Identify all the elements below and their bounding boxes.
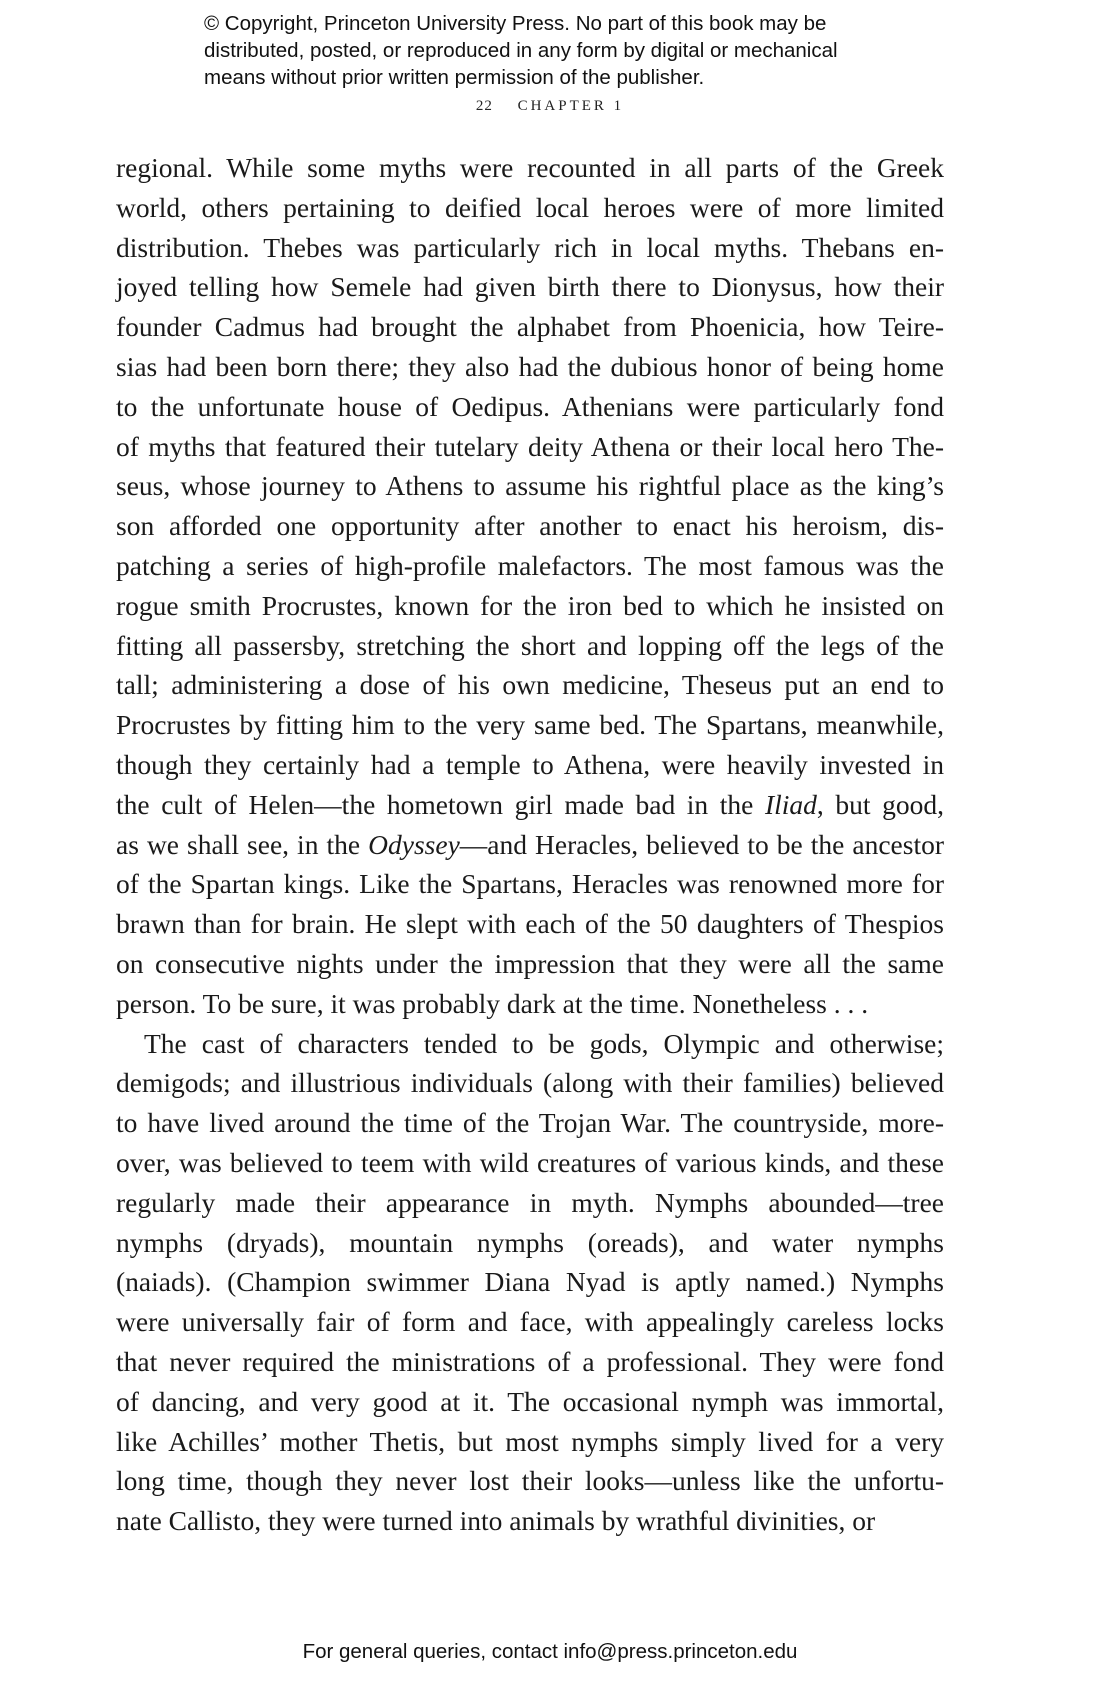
text-line: patching a series of high-profile malefactors. The most famous was the [116,549,944,581]
footer-contact: For general queries, contact info@press.princeton.edu [302,1640,798,1663]
text-line: sias had been born there; they also had the dubious honor of being home [116,350,944,382]
text-line: nate Callisto, they were turned into animals by wrathful divinities, or [116,1505,876,1537]
text-line: Procrustes by fitting him to the very same bed. The Spartans, meanwhile, [116,709,944,741]
text-line: of the Spartan kings. Like the Spartans, Heracles was renowned more for [116,868,944,900]
text-line: joyed telling how Semele had given birth there to Dionysus, how their [116,271,944,303]
text-line: on consecutive nights under the impression that they were all the same [116,947,944,979]
copyright-line: distributed, posted, or reproduced in any form by digital or mechanical [204,39,838,62]
body-text [116,148,944,1541]
text-line: founder Cadmus had brought the alphabet from Phoenicia, how Teire- [116,311,944,343]
chapter-title: CHAPTER 1 [517,98,625,114]
text-line: nymphs (dryads), mountain nymphs (oreads), and water nymphs [116,1226,944,1258]
copyright-line: means without prior written permission of the publisher. [204,66,705,89]
text-line: tall; administering a dose of his own medicine, Theseus put an end to [116,669,944,701]
running-head [0,98,1100,115]
text-line: brawn than for brain. He slept with each of the 50 daughters of Thespios [116,908,944,940]
text-line: rogue smith Procrustes, known for the iron bed to which he insisted on [116,589,944,621]
text-line: to have lived around the time of the Trojan War. The countryside, more- [116,1107,944,1139]
text-line: demigods; and illustrious individuals (along with their families) believed [116,1067,944,1099]
text-line: of myths that featured their tutelary deity Athena or their local hero The- [116,430,944,462]
text-line: to the unfortunate house of Oedipus. Athenians were particularly fond [116,390,944,422]
text-line: regularly made their appearance in myth. Nymphs abounded—tree [116,1186,944,1218]
text-line: distribution. Thebes was particularly rich in local myths. Thebans en- [116,231,944,263]
text-line: though they certainly had a temple to Athena, were heavily invested in [116,748,944,780]
text-line: that never required the ministrations of a professional. They were fond [116,1345,944,1377]
text-line: fitting all passersby, stretching the short and lopping off the legs of the [116,629,944,661]
text-line: person. To be sure, it was probably dark at the time. Nonetheless . . . [116,987,869,1019]
text-line: world, others pertaining to deified local heroes were of more limited [116,191,944,223]
text-line: as we shall see, in the Odyssey—and Heracles, believed to be the ancestor [116,828,944,860]
copyright-notice [204,10,964,91]
text-line: over, was believed to teem with wild creatures of various kinds, and these [116,1146,944,1178]
text-line: were universally fair of form and face, with appealingly careless locks [116,1306,944,1338]
text-line: regional. While some myths were recounted in all parts of the Greek [116,152,944,183]
text-line: seus, whose journey to Athens to assume his rightful place as the king’s [116,470,944,502]
text-line: the cult of Helen—the hometown girl made bad in the Iliad, but good, [116,788,944,820]
text-line: of dancing, and very good at it. The occasional nymph was immortal, [116,1385,944,1417]
copyright-line: © Copyright, Princeton University Press. No part of this book may be [204,12,827,35]
text-line: like Achilles’ mother Thetis, but most nymphs simply lived for a very [116,1425,944,1457]
text-line: (naiads). (Champion swimmer Diana Nyad is aptly named.) Nymphs [116,1266,944,1298]
text-line: long time, though they never lost their looks—unless like the unfortu- [116,1465,944,1497]
text-line: The cast of characters tended to be gods, Olympic and otherwise; [144,1027,944,1059]
page-number: 22 [475,98,493,114]
text-line: son afforded one opportunity after another to enact his heroism, dis- [116,510,944,542]
